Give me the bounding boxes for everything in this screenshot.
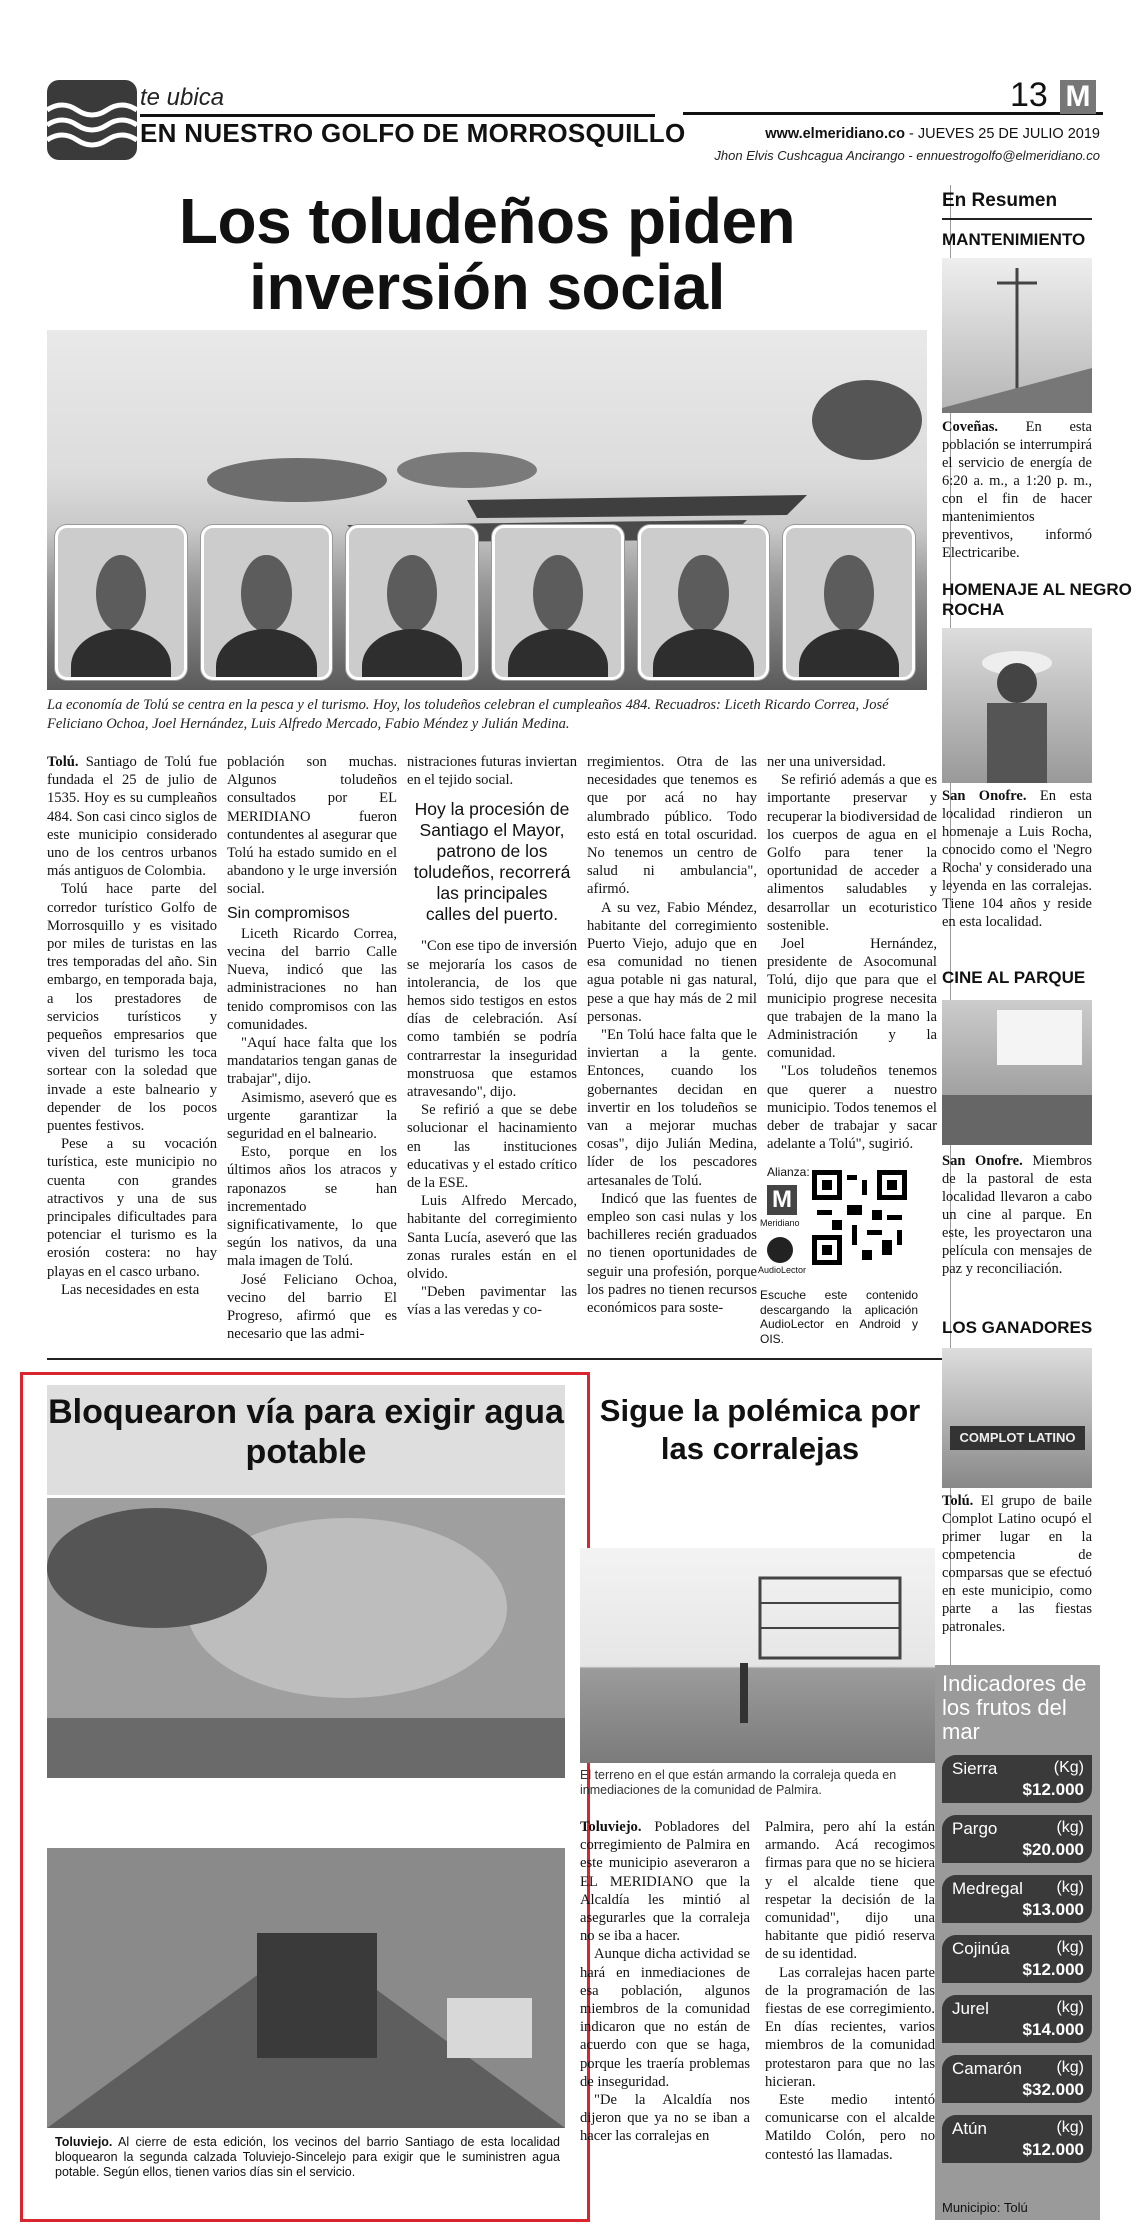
meridiano-name: Meridiano [760, 1218, 800, 1228]
sidebar-label-homenaje: HOMENAJE AL NEGRO ROCHA [942, 580, 1132, 619]
meridiano-logo-icon: M [1060, 80, 1096, 114]
paragraph: población son muchas. Algunos toludeños consultados por EL MERIDIANO fueron contundentes al asegurar que Tolú ha estado sumido en el abandono y le urge inversión social. [227, 754, 397, 898]
qr-code[interactable] [812, 1170, 907, 1265]
portrait-strip [55, 525, 915, 680]
main-headline: Los toludeños piden inversión social [178, 185, 796, 323]
sidebar-photo-cine [942, 1000, 1092, 1145]
paragraph: Se refirió además a que es importante preservar y recuperar la biodiversidad de los cuerpos de agua en el Golfo para tener la oportunidad de acceder a alimentos saludables y desarrollar un ecoturistico sostenible. [767, 772, 937, 934]
indicators-footer: Municipio: Tolú [942, 2200, 1028, 2215]
indicator-item: Camarón (kg) $32.000 [942, 2055, 1092, 2103]
paragraph: "En Tolú hace falta que le inviertan a la gente. Entonces, cuando los gobernantes decidan en invertir en los toludeños se van a mejorar muchas cosas", dijo Julián Medina, líder de los pescadores artesanales de Tolú. [587, 1027, 757, 1189]
paragraph: Este medio intentó comunicarse con el alcalde Matildo Colón, pero no contestó las llamadas. [765, 2092, 935, 2163]
paragraph: "Los toludeños tenemos que querer a nuestro municipio. Todos tenemos el deber de trabajar y sacar adelante a Tolú", sugirió. [767, 1063, 937, 1153]
article-column-5 [767, 753, 937, 1153]
paragraph: A su vez, Fabio Méndez, habitante del corregimiento Puerto Viejo, adujo que en esa comunidad no tienen agua potable ni gas natural, pese a que hay más de 2 mil personas. [587, 899, 757, 1025]
page-number: 13 [1010, 76, 1048, 114]
story-middle-photo [580, 1548, 935, 1763]
paragraph: Esto, porque en los últimos años los atracos y raponazos se han incrementado significativamente, lo que según los nativos, da una mala imagen de Tolú. [227, 1144, 397, 1270]
banner-text: COMPLOT LATINO [950, 1426, 1085, 1450]
portrait-luis [492, 525, 624, 680]
paragraph: rregimientos. Otra de las necesidades que tenemos es que por acá no hay alumbrado público. Todo esto está en total oscuridad. No tenemos un centro de salud ni ambulancia", afirmó. [587, 754, 757, 898]
paragraph: Las corralejas hacen parte de la programación de las fiestas de ese corregimiento. En días recientes, varios miembros de la comunidad protestaron para que no las hicieran. [765, 1964, 935, 2090]
sidebar-photo-ganadores [942, 1348, 1092, 1488]
dateline: www.elmeridiano.co - JUEVES 25 DE JULIO 2019 [765, 126, 1100, 142]
pullquote: Hoy la procesión de Santiago el Mayor, patrono de los toludeños, recorrerá las principales calles del puerto. [413, 799, 571, 925]
sidebar-text-mantenimiento: Coveñas. En esta población se interrumpirá el servicio de energía de 6:20 a. m., a 1:20 p. m., con el fin de hacer mantenimientos preventivos, informó Electricaribe. [942, 419, 1092, 561]
indicator-item: Medregal (kg) $13.000 [942, 1875, 1092, 1923]
section-title: EN NUESTRO GOLFO DE MORROSQUILLO [140, 118, 686, 148]
indicator-item: Cojinúa (kg) $12.000 [942, 1935, 1092, 1983]
article-column-2 [227, 753, 397, 1344]
indicator-item: Jurel (kg) $14.000 [942, 1995, 1092, 2043]
paragraph: Pese a su vocación turística, este municipio no cuenta con grandes atractivos y una de sus principales dificultades para potenciar el turismo es la erosión costera: no hay playas en el casco urbano. [47, 1136, 217, 1280]
sidebar-title: En Resumen [942, 190, 1058, 211]
story-middle-caption: El terreno en el que están armando la corraleja queda en inmediaciones de la comunidad de Palmira. [580, 1768, 897, 1797]
meridiano-logo-icon: M [767, 1185, 797, 1215]
sidebar-photo-mantenimiento [942, 258, 1092, 413]
paragraph: Joel Hernández, presidente de Asocomunal Tolú, dijo que para que el municipio progrese necesita que trabajen de la mano la Administración y la comunidad. [767, 936, 937, 1062]
story-left-photo-trucks [47, 1848, 565, 2128]
portrait-joel [346, 525, 478, 680]
indicator-item: Atún (kg) $12.000 [942, 2115, 1092, 2163]
paragraph: Palmira, pero ahí la están armando. Acá recogimos firmas para que no se hiciera y el alcalde tiene que respetar la decisión de la comunidad", dijo una habitante que pidió reserva de su identidad. [765, 1819, 935, 1963]
article-column-1 [47, 753, 217, 1299]
sidebar-label-mantenimiento: MANTENIMIENTO [942, 230, 1086, 249]
indicator-item: Sierra (Kg) $12.000 [942, 1755, 1092, 1803]
audiolector-name: AudioLector [758, 1265, 807, 1275]
sidebar-photo-homenaje [942, 628, 1092, 783]
paragraph: José Feliciano Ochoa, vecino del barrio El Progreso, afirmó que es necesario que las admi- [227, 1271, 397, 1343]
story-middle-column-2 [765, 1818, 935, 2164]
story-left-caption: Toluviejo. Al cierre de esta edición, los vecinos del barrio Santiago de esta localidad bloquearon la segunda calzada Toluviejo-Sincelejo para exigir que le suministren agua potable. Según ellos, tienen varios días sin el servicio. [55, 2135, 560, 2179]
paragraph: Liceth Ricardo Correa, vecina del barrio Calle Nueva, indicó que las administraciones no han tenido compromisos con las comunidades. [227, 925, 397, 1033]
paragraph: Luis Alfredo Mercado, habitante del corregimiento Santa Lucía, aseveró que las zonas rurales están en el olvido. [407, 1193, 577, 1283]
alianza-label: Alianza: [767, 1165, 810, 1179]
header-rule [140, 114, 655, 117]
sidebar-rule [942, 218, 1092, 220]
story-left-photo-smoke [47, 1498, 565, 1778]
waves-logo-icon [47, 80, 137, 160]
sidebar-label-cine: CINE AL PARQUE [942, 968, 1086, 987]
indicators-title: Indicadores de los frutos del mar [942, 1671, 1087, 1744]
story-middle-headline: Sigue la polémica por las corralejas [599, 1393, 921, 1466]
paragraph: Asimismo, aseveró que es urgente garantizar la seguridad en el balneario. [227, 1089, 397, 1143]
portrait-jose [201, 525, 333, 680]
sidebar-text-cine: San Onofre. Miembros de la pastoral de esta localidad llevaron a cabo un cine al parque. En este, les proyectaron una película con mensajes de paz y reconciliación. [942, 1153, 1092, 1277]
divider [47, 1358, 942, 1360]
portrait-liceth [55, 525, 187, 680]
paragraph: Aunque dicha actividad se hará en inmediaciones de esa población, algunos miembros de la comunidad indicaron que no están de acuerdo con que se haga, porque les traería problemas de inseguridad. [580, 1946, 750, 2090]
audiolector-icon [767, 1237, 793, 1263]
site-url[interactable]: www.elmeridiano.co [765, 126, 905, 142]
sidebar-text-homenaje: San Onofre. En esta localidad rindieron un homenaje a Luis Rocha, conocido como el 'Negro Rocha' y considerado una leyenda en las corralejas. Tiene 104 años y reside en esta localidad. [942, 788, 1092, 930]
paragraph: ner una universidad. [767, 754, 886, 770]
paragraph: "De la Alcaldía nos dijeron que ya no se iban a hacer las corralejas en [580, 2092, 750, 2145]
portrait-fabio [638, 525, 770, 680]
byline: Jhon Elvis Cushcagua Ancirango - ennuestrogolfo@elmeridiano.co [714, 148, 1100, 163]
story-left-headline: Bloquearon vía para exigir agua potable [48, 1393, 564, 1471]
paragraph: Toluviejo. Pobladores del corregimiento de Palmira en este municipio aseveraron a EL MERIDIANO que la Alcaldía les mintió al asegurarles que la corraleja no se iba a hacer. [580, 1819, 750, 1945]
story-middle-column-1 [580, 1818, 750, 2146]
portrait-julian [783, 525, 915, 680]
paragraph: Las necesidades en esta [61, 1281, 200, 1298]
sidebar-text-ganadores: Tolú. El grupo de baile Complot Latino ocupó el primer lugar en la competencia de comparsas que se efectuó en este municipio, como parte a las fiestas patronales. [942, 1493, 1092, 1635]
paragraph: "Con ese tipo de inversión se mejoraría los casos de intolerancia, de los que hemos sido testigos en estos días de celebración. Así como también se podría contrarrestar la inseguridad monstruosa que estamos atravesando", dijo. [407, 938, 577, 1101]
article-column-3 [407, 753, 577, 1320]
sidebar-label-ganadores: LOS GANADORES [942, 1318, 1093, 1337]
qr-description: Escuche este contenido descargando la aplicación AudioLector en Android y OIS. [760, 1288, 918, 1346]
paragraph: Tolú. Santiago de Tolú fue fundada el 25 de julio de 1535. Hoy es su cumpleaños 484. Son casi cinco siglos de este municipio considerado uno de los centros urbanos más antiguos de Colombia. [47, 754, 217, 880]
main-caption: La economía de Tolú se centra en la pesca y el turismo. Hoy, los toludeños celebran el cumpleaños 484. Recuadros: Liceth Ricardo Correa, José Feliciano Ochoa, Joel Hernández, Luis Alfredo Mercado, Fabio Méndez y Julián Medina. [47, 697, 889, 732]
paragraph: Tolú hace parte del corredor turístico Golfo de Morrosquillo y es visitado por miles de turistas en las tres temporadas del año. Sin embargo, en temporada baja, a los prestadores de servicios turísticos y pequeños empresarios que viven del turismo les toca sortear con la soledad que invade a este balneario y depender de los pocos puentes festivos. [47, 881, 217, 1135]
subhead: Sin compromisos [227, 904, 350, 922]
paragraph: nistraciones futuras inviertan en el tejido social. [407, 754, 577, 789]
paragraph: "Aquí hace falta que los mandatarios tengan ganas de trabajar", dijo. [227, 1035, 397, 1088]
article-column-4 [587, 753, 757, 1317]
paragraph: Indicó que las fuentes de empleo son casi nulas y los bachilleres recién graduados no tienen oportunidades de seguir una profesión, porque los padres no tienen recursos económicos para soste- [587, 1190, 757, 1317]
paragraph: "Deben pavimentar las vías a las veredas y co- [407, 1284, 577, 1319]
section-kicker: te ubica [140, 84, 225, 111]
paragraph: Se refirió a que se debe solucionar el hacinamiento en las instituciones educativas y el estado crítico de la ESE. [407, 1102, 577, 1192]
date: JUEVES 25 DE JULIO 2019 [917, 126, 1100, 142]
indicator-item: Pargo (kg) $20.000 [942, 1815, 1092, 1863]
